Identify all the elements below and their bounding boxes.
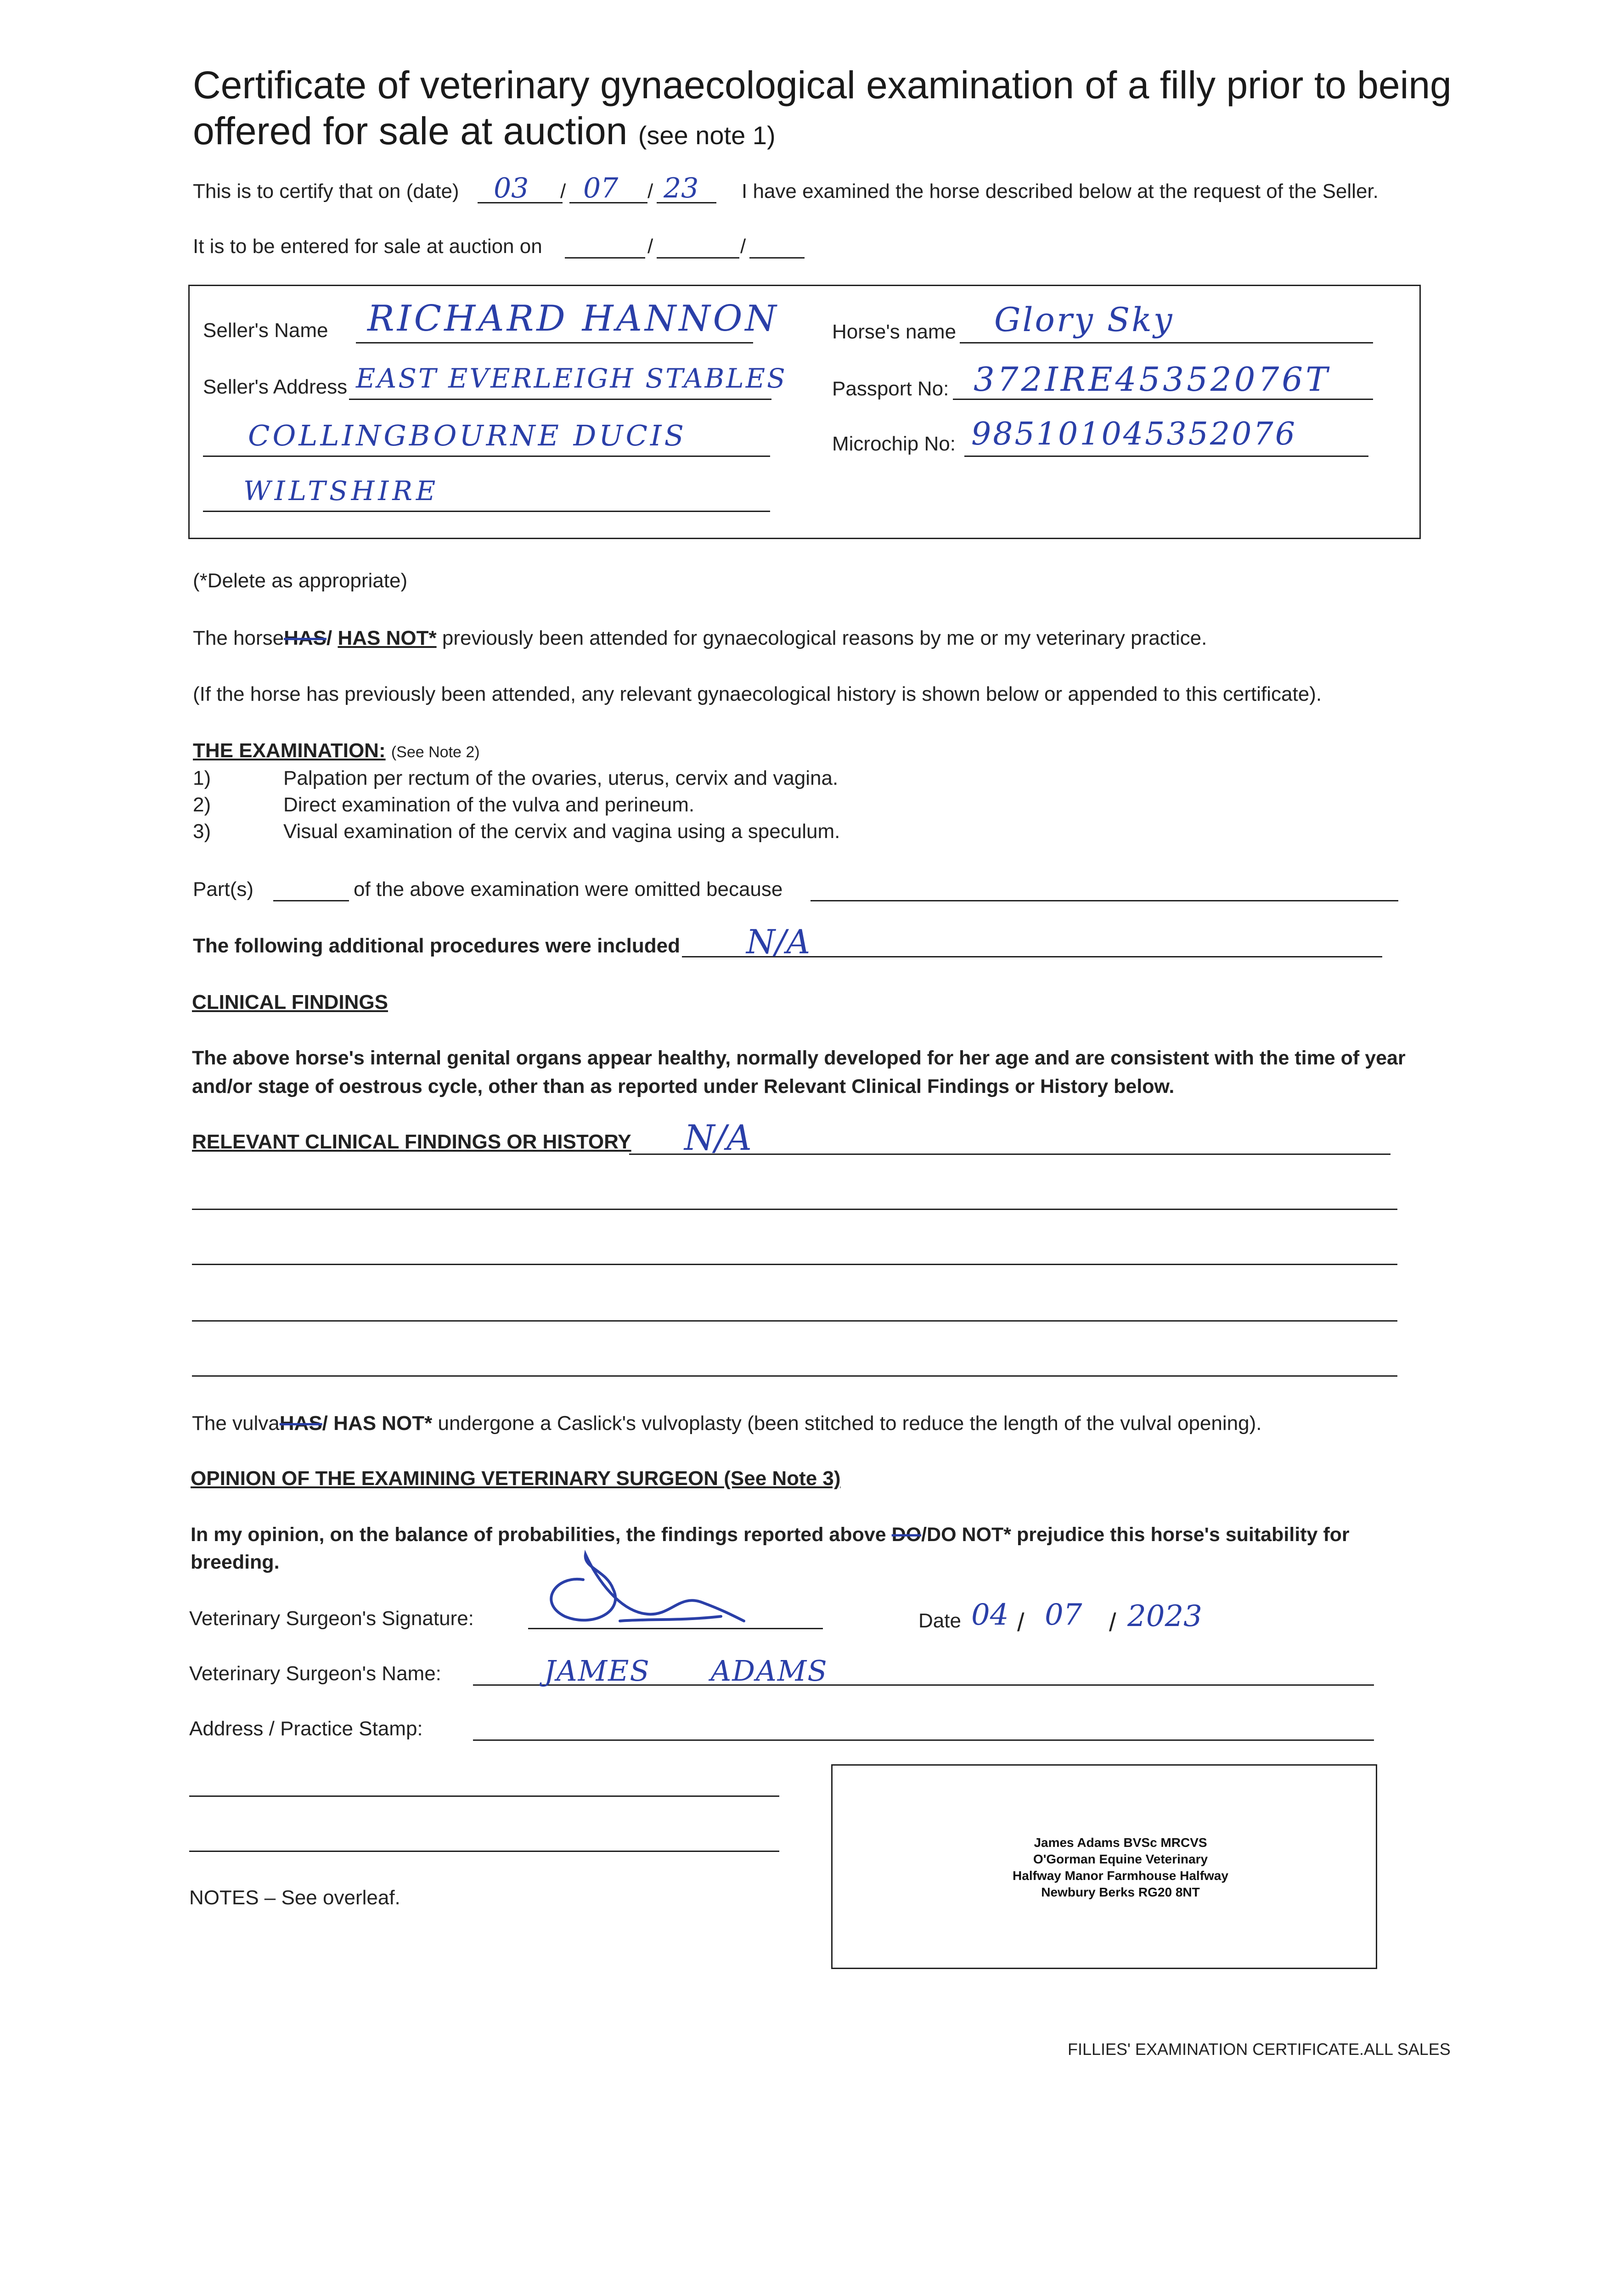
address-label: Address / Practice Stamp: (189, 1717, 423, 1740)
auction-slash-2: / (740, 235, 746, 258)
footer-text: FILLIES' EXAMINATION CERTIFICATE.ALL SALES (1068, 2040, 1451, 2059)
address-line-3 (189, 1851, 779, 1852)
examination-note: (See Note 2) (391, 743, 480, 761)
clinical-statement-1: The above horse's internal genital organs appear healthy, normally developed for her age and are consistent with the time of year (192, 1047, 1406, 1069)
stamp-line-3: Halfway Manor Farmhouse Halfway (1013, 1868, 1228, 1883)
horse-name-line (960, 342, 1373, 343)
exam-item-2-num: 2) (193, 793, 211, 816)
opinion-suffix: prejudice this horse's suitability for (1017, 1524, 1350, 1546)
omitted-parts-line (273, 900, 349, 901)
auction-month-line (657, 257, 739, 259)
clinical-statement-2: and/or stage of oestrous cycle, other than as reported under Relevant Clinical Findings or History below. (192, 1075, 1175, 1097)
opinion-line-1 (191, 1524, 1350, 1546)
notes-text: NOTES – See overleaf. (189, 1886, 400, 1909)
signature-label: Veterinary Surgeon's Signature: (189, 1607, 474, 1630)
stamp-line-2: O'Gorman Equine Veterinary (1033, 1852, 1208, 1866)
opinion-heading: OPINION OF THE EXAMINING VETERINARY SURGEON (See Note 3) (191, 1467, 841, 1490)
opinion-prefix: In my opinion, on the balance of probabilities, the findings reported above (191, 1524, 886, 1546)
vulva-line (192, 1412, 1261, 1435)
examination-heading-line (193, 739, 480, 762)
opinion-do-not: DO NOT* (927, 1524, 1012, 1546)
opinion-sep: / (921, 1524, 927, 1546)
relevant-line-3 (192, 1264, 1397, 1265)
cert-year: 23 (664, 172, 699, 204)
passport-line (953, 399, 1373, 400)
vulva-has: HAS (279, 1412, 322, 1435)
omitted-reason-line (811, 900, 1398, 901)
attended-has: HAS (284, 627, 327, 649)
signature-stroke (551, 1554, 744, 1621)
microchip-line (964, 456, 1368, 457)
seller-address-line-2 (203, 456, 770, 457)
exam-item-1-num: 1) (193, 767, 211, 789)
relevant-line-5 (192, 1375, 1397, 1377)
signature-scribble (528, 1552, 749, 1635)
date-label: Date (918, 1609, 961, 1632)
seller-address-1: EAST EVERLEIGH STABLES (356, 363, 787, 394)
delete-note: (*Delete as appropriate) (193, 569, 408, 592)
cert-slash-1: / (560, 180, 566, 203)
certify-prefix: This is to certify that on (date) (193, 180, 459, 203)
history-note: (If the horse has previously been attended, any relevant gynaecological history is shown below or appended to this certificate). (193, 683, 1322, 705)
cert-day: 03 (494, 172, 529, 204)
auction-text: It is to be entered for sale at auction on (193, 235, 542, 258)
date-day: 04 (971, 1598, 1009, 1632)
microchip-label: Microchip No: (832, 433, 956, 455)
seller-name-label: Seller's Name (203, 319, 328, 342)
attended-suffix: previously been attended for gynaecological reasons by me or my veterinary practice. (442, 627, 1207, 649)
auction-year-line (749, 257, 805, 259)
attended-line (193, 627, 1207, 650)
opinion-line-2: breeding. (191, 1551, 280, 1573)
date-slash-1: / (1017, 1608, 1025, 1637)
horse-name-label: Horse's name (832, 321, 957, 343)
seller-address-label: Seller's Address (203, 376, 348, 398)
horse-name: Glory Sky (994, 300, 1174, 339)
seller-address-2: COLLINGBOURNE DUCIS (248, 419, 687, 452)
auction-slash-1: / (647, 235, 653, 258)
page-title (193, 62, 1479, 158)
vet-name: JAMES ADAMS (544, 1654, 828, 1688)
seller-address-3: WILTSHIRE (243, 475, 439, 506)
cert-slash-2: / (647, 180, 653, 203)
relevant-label: RELEVANT CLINICAL FINDINGS OR HISTORY (192, 1131, 631, 1153)
vulva-has-not: HAS NOT* (333, 1412, 433, 1435)
seller-address-line-3 (203, 511, 770, 512)
relevant-value: N/A (684, 1117, 752, 1158)
date-slash-2: / (1109, 1608, 1116, 1637)
exam-item-3-num: 3) (193, 820, 211, 843)
seller-name-line (356, 342, 753, 343)
vet-name-label: Veterinary Surgeon's Name: (189, 1662, 441, 1685)
auction-day-line (565, 257, 645, 259)
exam-item-2-text: Direct examination of the vulva and perineum. (283, 793, 695, 816)
additional-value: N/A (746, 923, 811, 961)
attended-sep: / (327, 627, 332, 649)
date-year: 2023 (1127, 1599, 1202, 1633)
certify-suffix: I have examined the horse described below at the request of the Seller. (742, 180, 1379, 203)
relevant-line-2 (192, 1209, 1397, 1210)
relevant-line-4 (192, 1320, 1397, 1322)
practice-stamp (992, 1835, 1249, 1901)
title-main: Certificate of veterinary gynaecological examination of a filly prior to being offered for sale at auction (193, 63, 1452, 152)
examination-heading: THE EXAMINATION: (193, 739, 386, 762)
attended-has-not: HAS NOT* (338, 627, 437, 649)
seller-name: RICHARD HANNON (367, 298, 779, 339)
omitted-prefix: Part(s) (193, 878, 253, 900)
exam-item-1-text: Palpation per rectum of the ovaries, uterus, cervix and vagina. (283, 767, 839, 789)
stamp-line-1: James Adams BVSc MRCVS (1034, 1835, 1207, 1850)
attended-prefix: The horse (193, 627, 284, 649)
passport-label: Passport No: (832, 377, 949, 400)
vulva-suffix: undergone a Caslick's vulvoplasty (been stitched to reduce the length of the vulval opening). (438, 1412, 1262, 1435)
omitted-middle: of the above examination were omitted because (354, 878, 783, 900)
cert-month: 07 (583, 172, 619, 204)
passport-number: 372IRE45352076T (974, 360, 1331, 399)
exam-item-3-text: Visual examination of the cervix and vagina using a speculum. (283, 820, 840, 843)
vulva-prefix: The vulva (192, 1412, 280, 1435)
seller-address-line-1 (349, 399, 771, 400)
title-note: (see note 1) (638, 121, 776, 150)
address-line-1 (473, 1739, 1374, 1741)
stamp-line-4: Newbury Berks RG20 8NT (1041, 1885, 1200, 1899)
date-month: 07 (1045, 1598, 1082, 1632)
opinion-do: DO (891, 1524, 922, 1546)
vulva-sep: / (322, 1412, 328, 1435)
additional-label: The following additional procedures were included (193, 934, 681, 957)
clinical-heading: CLINICAL FINDINGS (192, 991, 388, 1013)
address-line-2 (189, 1795, 779, 1797)
microchip-number: 985101045352076 (971, 416, 1297, 452)
